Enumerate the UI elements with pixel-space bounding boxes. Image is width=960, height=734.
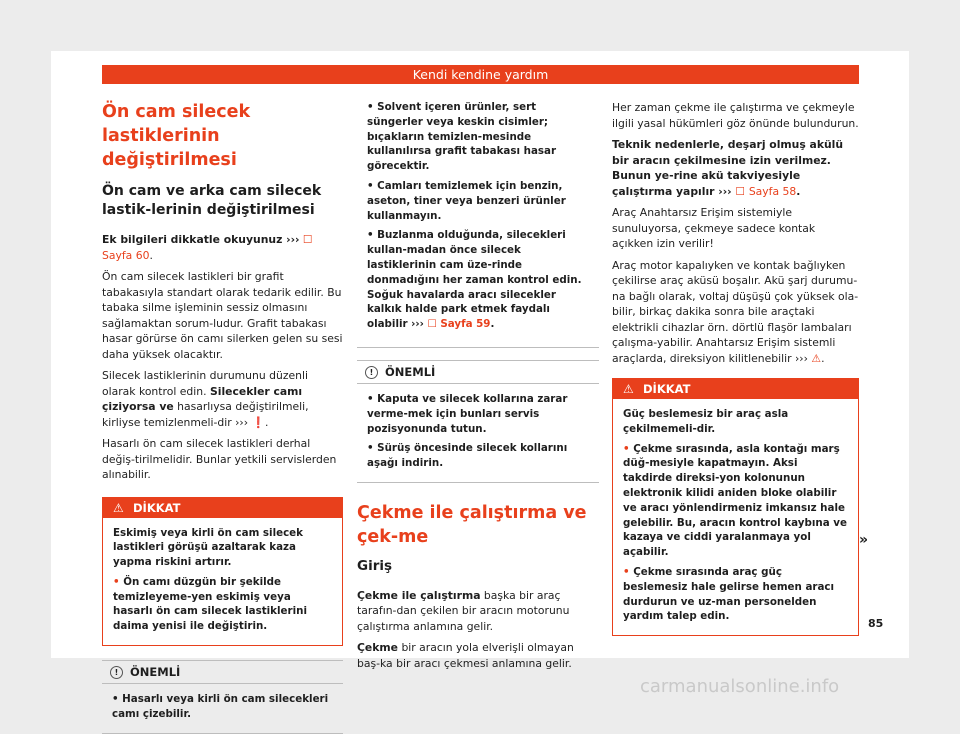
- subsection-title: Giriş: [357, 557, 393, 574]
- column-3: [612, 100, 859, 636]
- paragraph: Teknik nedenlerle, deşarj olmuş akülü bir aracın çekilmesine izin verilmez. Bunun ye-rine akü takviyesiyle çalıştırma yapılır ››› ☐ Sayfa 58.: [612, 138, 844, 198]
- page-number: 85: [868, 617, 884, 630]
- book-icon: ☐: [302, 233, 313, 246]
- paragraph: Ön cam silecek lastikleri bir grafit tabakasıyla standart olarak tedarik edilir. Bu tabaka silme işleminin sessiz olmasını sağlamaktan sorum-ludur. Grafit tabakası hasar görürse ön camı silerken gelen su sesi daha yüksek olacaktır.: [102, 270, 343, 361]
- warning-text: Güç beslemesiz bir araç asla çekilmemeli-dir.: [623, 408, 789, 435]
- paragraph: Çekme ile çalıştırma başka bir araç tarafın-dan çekilen bir aracın motorunu çalıştırma anlamına gelir.: [357, 588, 570, 633]
- section-title: Çekme ile çalıştırma ve çek-me: [357, 502, 587, 547]
- subsection-title: Ön cam ve arka cam silecek lastik-lerinin değiştirilmesi: [102, 183, 322, 218]
- column-2: [357, 100, 599, 677]
- note-box-header: ! ÖNEMLİ: [357, 361, 599, 384]
- warning-text: Eskimiş veya kirli ön cam silecek lastikleri görüşü azaltarak kaza yapma riskini artırır.: [113, 526, 304, 569]
- warning-box-header: ⚠ DİKKAT: [103, 498, 342, 518]
- lead-paragraph: Ek bilgileri dikkatle okuyunuz ››› ☐ Sayfa 60.: [102, 233, 313, 262]
- note-box-continued: [357, 100, 599, 343]
- note-bullet: • Solvent içeren ürünler, sert süngerler veya keskin cisimler; bıçakların temizlen-mesinde kullanılırsa grafit tabakası hasar görecektir.: [367, 101, 557, 173]
- warning-triangle-icon: ⚠: [811, 351, 822, 365]
- chapter-header: Kendi kendine yardım: [102, 65, 859, 84]
- note-bullet: • Kaputa ve silecek kollarına zarar verme-mek için bunları servis pozisyonunda tutun.: [367, 392, 568, 435]
- watermark: carmanualsonline.info: [640, 676, 840, 697]
- paragraph: Silecek lastiklerinin durumunu düzenli olarak kontrol edin. Silecekler camı çiziyorsa ve hasarlıysa değiştirilmeli, kirliyse temizlenmeli-dir ››› ❗.: [102, 369, 309, 429]
- page-reference-link[interactable]: Sayfa 60: [102, 248, 150, 262]
- bullet-icon: •: [113, 575, 120, 588]
- warning-box-header: ⚠ DİKKAT: [613, 379, 858, 399]
- book-icon: ☐: [427, 318, 437, 331]
- warning-triangle-icon: ⚠: [623, 382, 634, 396]
- note-bullet: • Sürüş öncesinde silecek kollarını aşağı indirin.: [367, 442, 568, 470]
- note-box: [102, 660, 343, 734]
- continued-marker: »: [859, 532, 869, 548]
- paragraph: Çekme bir aracın yola elverişli olmayan baş-ka bir aracı çekmesi anlamına gelir.: [357, 641, 574, 670]
- page-reference-link[interactable]: Sayfa 59: [440, 318, 491, 331]
- column-1: [102, 100, 343, 734]
- book-icon: ☐: [735, 184, 746, 198]
- page-reference-link[interactable]: Sayfa 58: [748, 184, 797, 198]
- paragraph: Araç motor kapalıyken ve kontak bağlıyken çekilirse araç aküsü boşalır. Akü şarj durumu-na bağlı olarak, voltaj düşüşü çok yüksek ola-bilir, birkaç dakika sonra bile araçtaki elektrikli cihazlar örn. dörtlü flaşör lambaları çalışma-yabilir. Anahtarsız Erişim sistemli araçlarda, direksiyon kilitlenebilir ››› ⚠.: [612, 258, 859, 365]
- note-bullet: • Buzlanma olduğunda, silecekleri kullan-madan önce silecek lastiklerinin cam üze-rinde donmadığını her zaman kontrol edin. Soğuk havalarda aracı silecekler kalkık halde park etmek faydalı olabilir ››› ☐ Sayfa 59.: [367, 229, 582, 331]
- paragraph: Araç Anahtarsız Erişim sistemiyle sunuluyorsa, çekmeye sadece kontak açıkken izin verilir!: [612, 206, 816, 250]
- note-bullet: • Hasarlı veya kirli ön cam silecekleri camı çizebilir.: [112, 693, 329, 720]
- info-circle-icon: !: [365, 366, 378, 379]
- warning-bullet: • Çekme sırasında araç güç beslemesiz hale gelirse hemen aracı durdurun ve uz-man personelden yardım talep edin.: [623, 565, 835, 623]
- warning-triangle-icon: ⚠: [113, 500, 124, 515]
- note-box-header: ! ÖNEMLİ: [102, 661, 343, 684]
- warning-bullet: • Çekme sırasında, asla kontağı marş düğ-mesiyle kapatmayın. Aksi takdirde direksi-yon kolonunun elektronik kilidi aniden bloke olabilir ve aracı yönlendirmeniz imkansız hale gelebilir. Bu, aracın kontrol kaybına ve kazaya ve ciddi yaralanmaya yol açabilir.: [623, 442, 847, 559]
- warning-box: [102, 497, 343, 647]
- paragraph: Hasarlı ön cam silecek lastikleri derhal değiş-tirilmelidir. Bunlar yetkili servislerden alınabilir.: [102, 437, 337, 481]
- note-bullet: • Camları temizlemek için benzin, aseton, tiner veya benzeri ürünler kullanmayın.: [367, 179, 566, 222]
- warning-dot-icon: ❗: [251, 415, 265, 429]
- section-title: Ön cam silecek lastiklerinin değiştirilmesi: [102, 102, 251, 170]
- info-circle-icon: !: [110, 666, 123, 679]
- paragraph: Her zaman çekme ile çalıştırma ve çekmeyle ilgili yasal hükümleri göz önünde bulundurun.: [612, 101, 859, 130]
- note-box: [357, 360, 599, 483]
- warning-box: [612, 378, 859, 636]
- warning-bullet: • Ön camı düzgün bir şekilde temizleyeme-yen eskimiş veya hasarlı ön cam silecek lastiklerini daima yenisi ile değiştirin.: [113, 575, 308, 633]
